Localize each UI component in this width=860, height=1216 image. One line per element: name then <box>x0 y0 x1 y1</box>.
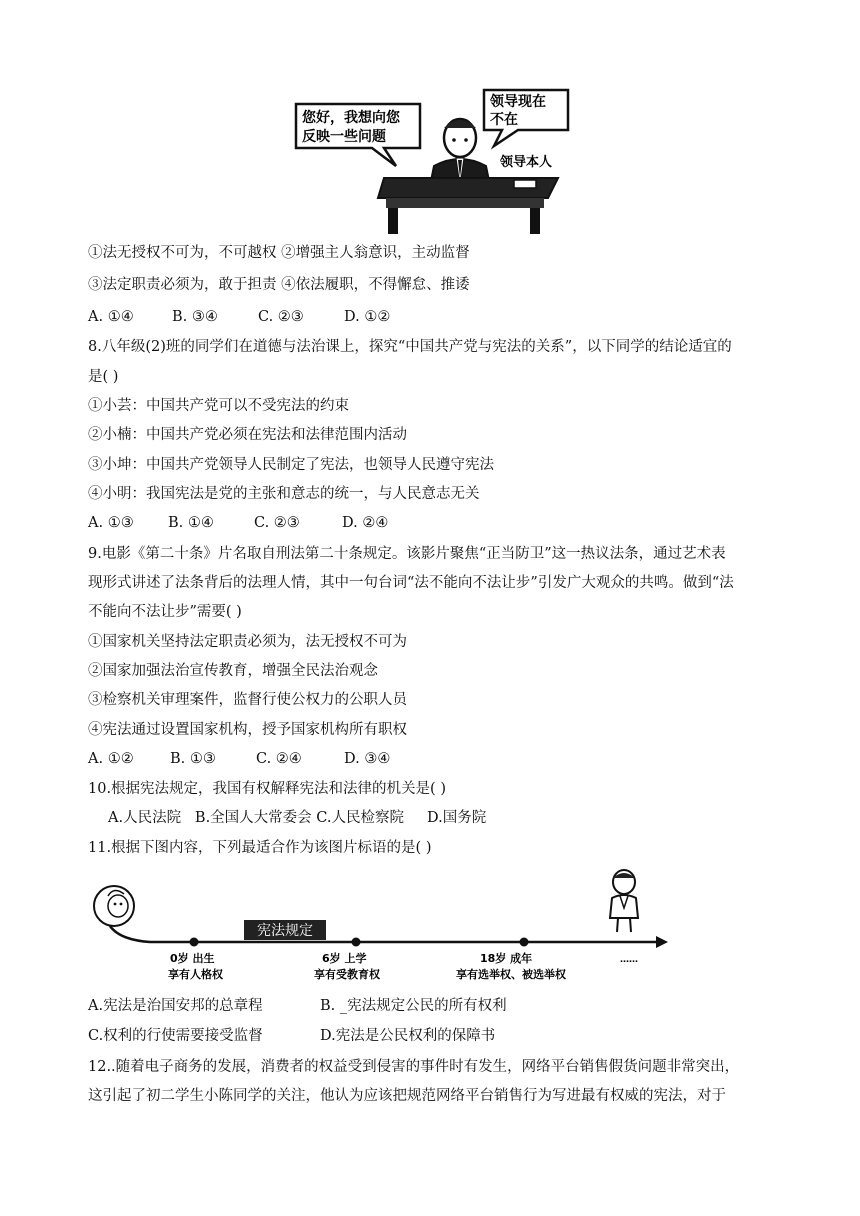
point-right-adult: 享有选举权、被选举权 <box>456 968 566 981</box>
q11-option-b: B. _宪法规定公民的所有权利 <box>320 998 507 1014</box>
timeline-point-adult <box>520 938 529 947</box>
q8-option-a: A. ①③ <box>88 515 134 531</box>
q8-item-2: ②小楠：中国共产党必须在宪法和法律范围内活动 <box>88 427 407 443</box>
q8-item-1: ①小芸：中国共产党可以不受宪法的约束 <box>88 398 349 414</box>
q9-item-2: ②国家加强法治宣传教育，增强全民法治观念 <box>88 663 378 679</box>
bubble-left-line2: 反映一些问题 <box>302 129 386 145</box>
q8-option-c: C. ②③ <box>254 515 300 531</box>
q9-option-c: C. ②④ <box>256 751 302 767</box>
q8-item-3: ③小坤：中国共产党领导人民制定了宪法，也领导人民遵守宪法 <box>88 457 494 473</box>
q9-option-a: A. ①② <box>88 751 134 767</box>
q7-option-a: A. ①④ <box>88 309 134 325</box>
bubble-right-line2: 不在 <box>490 112 518 128</box>
q9-item-3: ③检察机关审理案件，监督行使公权力的公职人员 <box>88 692 407 708</box>
bubble-left-line1: 您好，我想向您 <box>302 110 400 126</box>
q7-option-b: B. ③④ <box>172 309 218 325</box>
point-age-birth: 0岁 出生 <box>170 952 215 965</box>
cartoon-caption: 领导本人 <box>500 155 553 170</box>
q9-option-d: D. ③④ <box>344 751 391 767</box>
q8-option-d: D. ②④ <box>342 515 389 531</box>
timeline-point-school <box>352 938 361 947</box>
q11-stem: 11.根据下图内容，下列最适合作为该图片标语的是( ) <box>88 840 432 856</box>
timeline-ellipsis: …… <box>620 955 638 965</box>
timeline-figure <box>90 868 680 986</box>
q8-stem-line1: 8.八年级(2)班的同学们在道德与法治课上，探究“中国共产党与宪法的关系”，以下同学的结论适宜的 <box>88 339 732 355</box>
q8-option-b: B. ①④ <box>168 515 214 531</box>
q10-options: A.人民法院 B.全国人大常委会 C.人民检察院 D.国务院 <box>108 810 487 826</box>
q8-item-4: ④小明：我国宪法是党的主张和意志的统一，与人民意志无关 <box>88 486 480 502</box>
cartoon-illustration <box>288 86 578 236</box>
banner-label: 宪法规定 <box>257 923 313 939</box>
q10-stem: 10.根据宪法规定，我国有权解释宪法和法律的机关是( ) <box>88 781 446 797</box>
q7-option-d: D. ①② <box>344 309 391 325</box>
q9-stem-line3: 不能向不法让步”需要( ) <box>88 604 242 620</box>
point-right-birth: 享有人格权 <box>168 968 223 981</box>
q9-item-4: ④宪法通过设置国家机构，授予国家机构所有职权 <box>88 722 407 738</box>
adult-person-icon <box>610 870 638 932</box>
q9-option-b: B. ①③ <box>170 751 216 767</box>
q12-stem-line2: 这引起了初二学生小陈同学的关注，他认为应该把规范网络平台销售行为写进最有权威的宪法，对于 <box>88 1088 726 1104</box>
timeline-arrowhead <box>656 936 668 948</box>
q11-option-c: C.权利的行使需要接受监督 <box>88 1028 263 1044</box>
q7-option-c: C. ②③ <box>258 309 304 325</box>
q11-option-d: D.宪法是公民权利的保障书 <box>320 1028 496 1044</box>
point-age-adult: 18岁 成年 <box>480 952 533 965</box>
point-age-school: 6岁 上学 <box>322 952 367 965</box>
baby-icon <box>94 886 134 926</box>
q7-item-line2: ③法定职责必须为，敢于担责 ④依法履职，不得懈怠、推诿 <box>88 277 470 293</box>
point-right-school: 享有受教育权 <box>314 968 380 981</box>
q7-item-line1: ①法无授权不可为，不可越权 ②增强主人翁意识，主动监督 <box>88 245 470 261</box>
q9-stem-line1: 9.电影《第二十条》片名取自刑法第二十条规定。该影片聚焦“正当防卫”这一热议法条，通过艺术表 <box>88 546 726 562</box>
timeline-point-birth <box>190 938 199 947</box>
q12-stem-line1: 12..随着电子商务的发展，消费者的权益受到侵害的事件时有发生，网络平台销售假货问题非常突出， <box>88 1059 740 1075</box>
bubble-right-line1: 领导现在 <box>490 94 546 110</box>
q9-stem-line2: 现形式讲述了法条背后的法理人情，其中一句台词“法不能向不法让步”引发广大观众的共鸣。做到“法 <box>88 575 734 591</box>
q8-stem-line2: 是( ) <box>88 369 119 385</box>
q9-item-1: ①国家机关坚持法定职责必须为，法无授权不可为 <box>88 634 407 650</box>
q11-option-a: A.宪法是治国安邦的总章程 <box>88 998 263 1014</box>
